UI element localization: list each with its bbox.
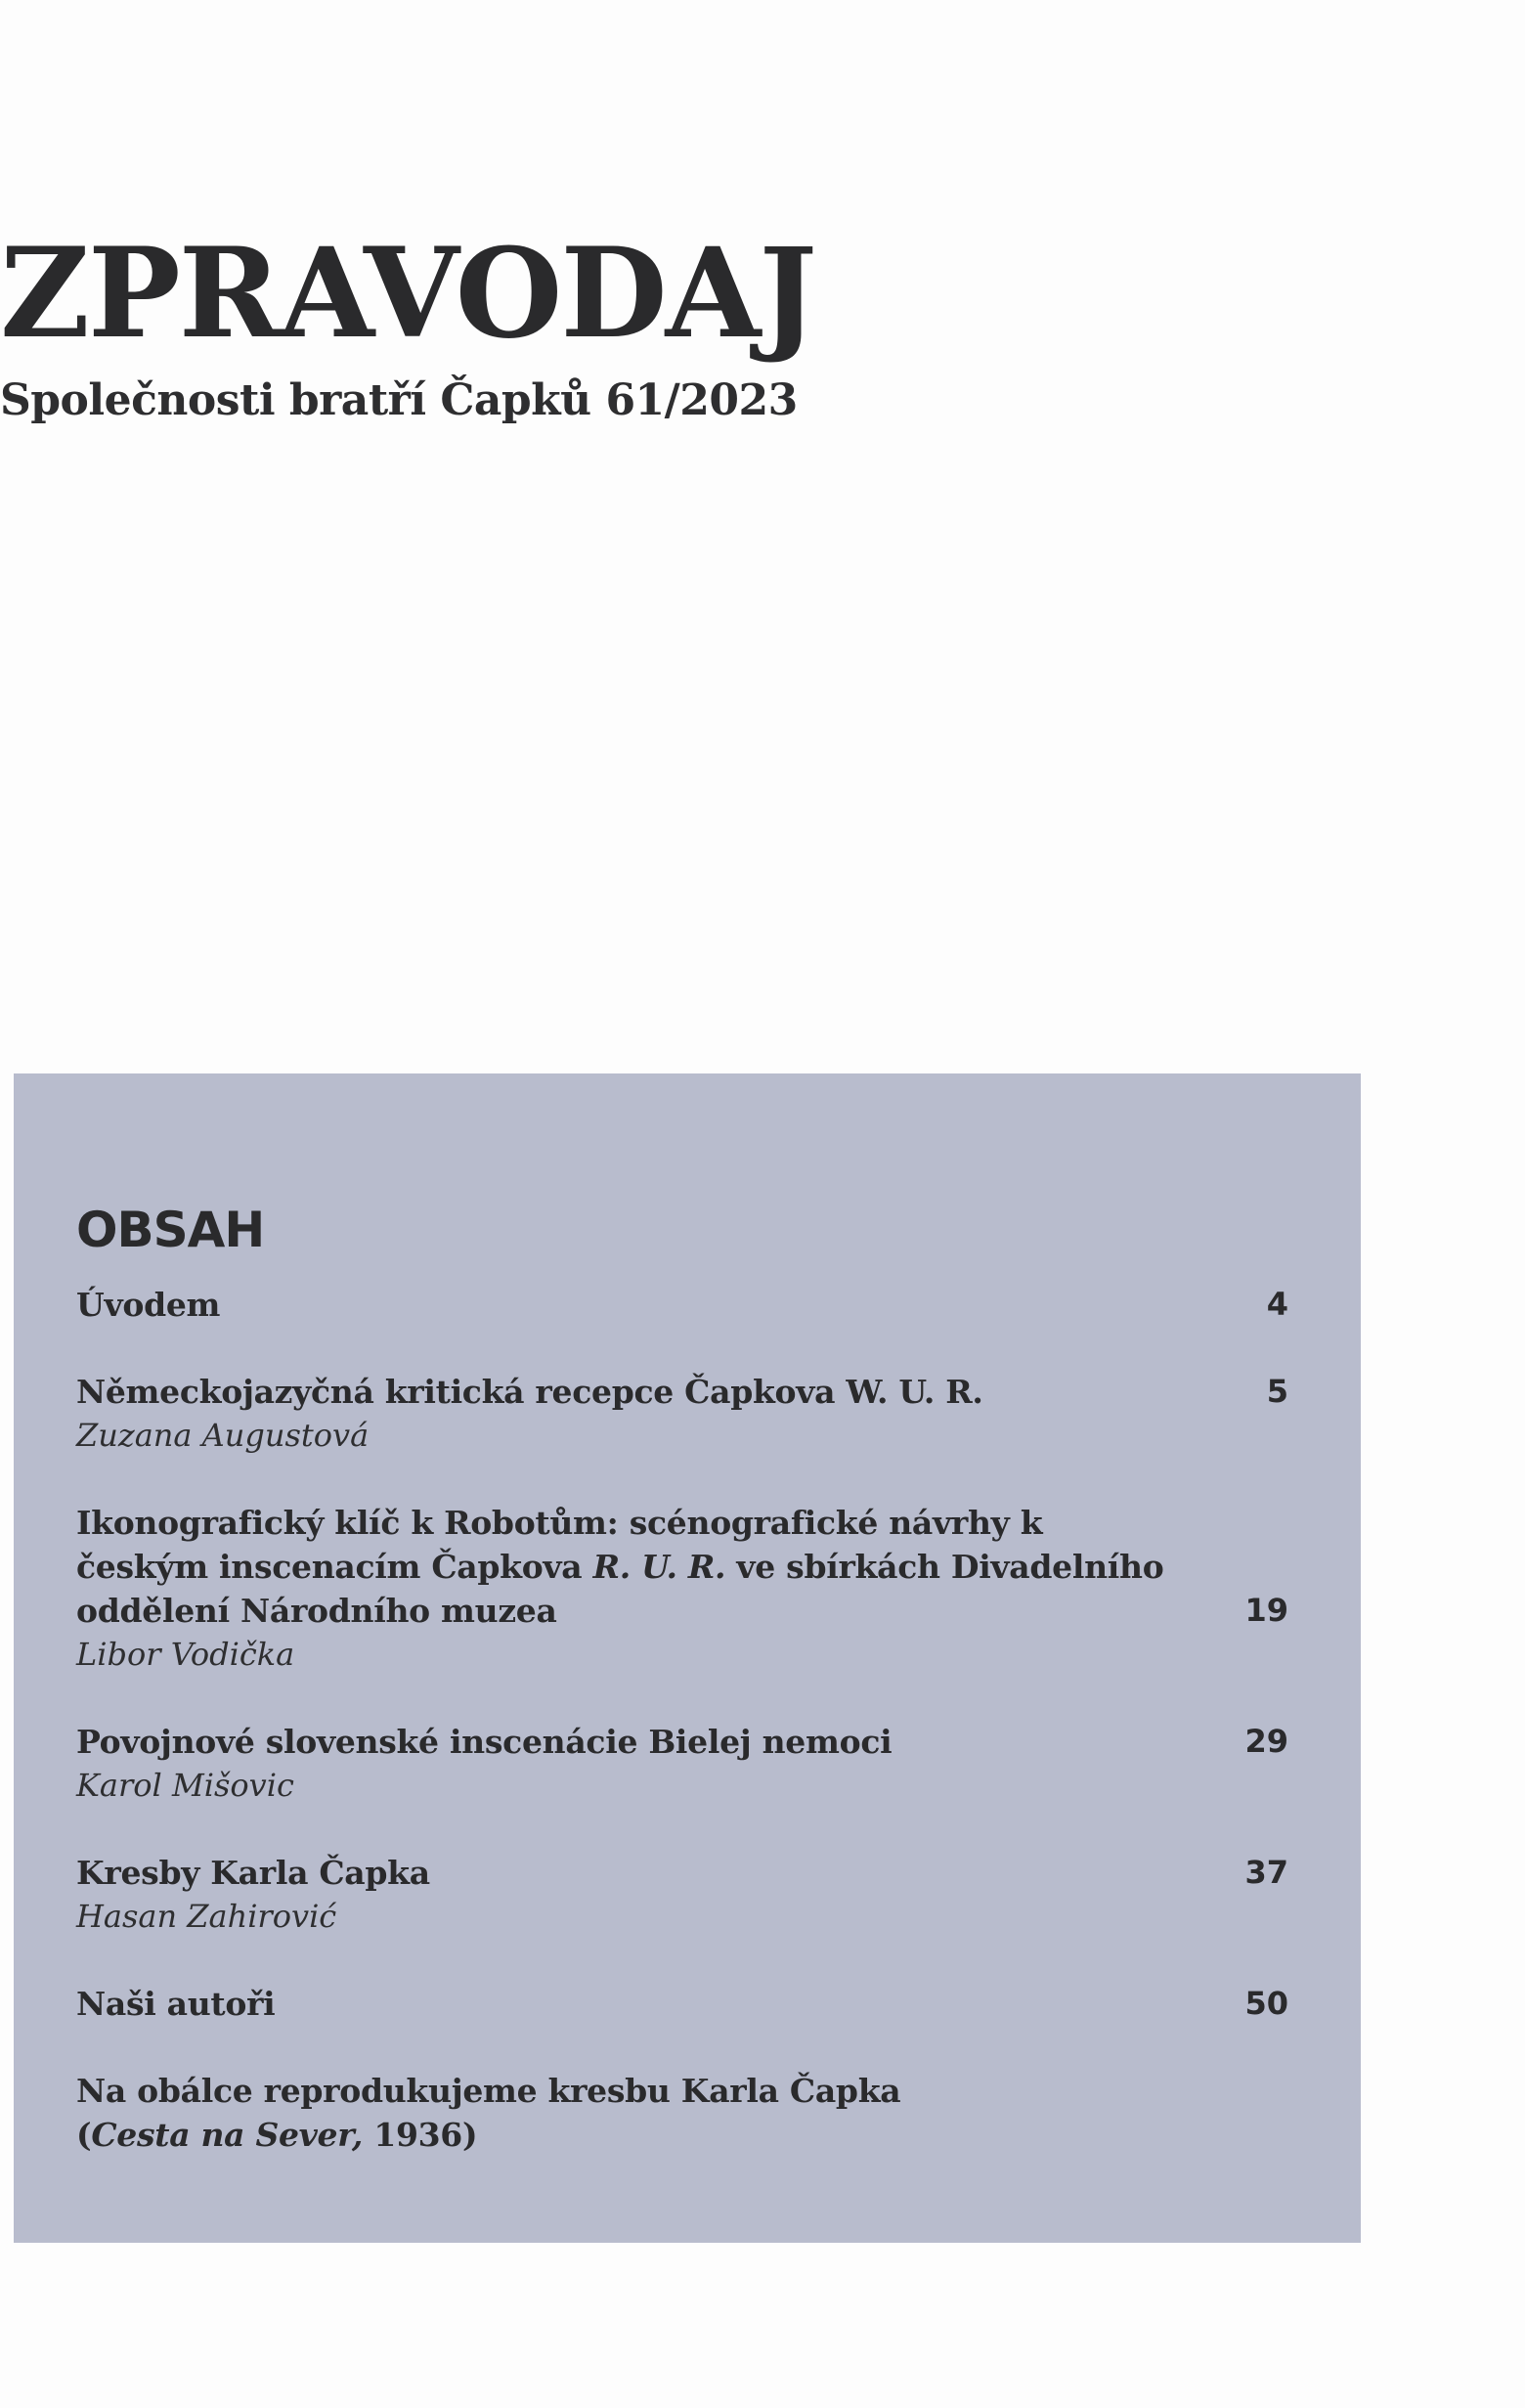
toc-entry-title: Úvodem xyxy=(76,1286,221,1324)
toc-entry[interactable] xyxy=(76,1283,1288,1327)
toc-entry-title: Kresby Karla Čapka xyxy=(76,1854,430,1892)
toc-entry-author: Libor Vodička xyxy=(76,1636,295,1673)
cover-note xyxy=(76,2069,1288,2157)
toc-entry[interactable] xyxy=(76,1370,1288,1458)
toc-entry-page: 37 xyxy=(1244,1854,1288,1891)
toc-entry-title-part: ve sbírkách Divadelního oddělení Národního muzea xyxy=(76,1548,1164,1630)
toc-inner xyxy=(76,1201,1288,2157)
cover-note-paren: ( xyxy=(76,2116,92,2154)
toc-entry[interactable] xyxy=(76,1851,1288,1939)
toc-entry[interactable] xyxy=(76,1501,1288,1677)
toc-entry-author: Karol Mišovic xyxy=(76,1767,294,1804)
journal-subtitle: Společnosti bratří Čapků 61/2023 xyxy=(0,375,798,425)
toc-entry-title xyxy=(76,1501,1288,1633)
toc-entry-title-part: Ikonografický klíč k Robotům: scénografické návrhy k českým inscenacím Čapkova xyxy=(76,1504,1043,1586)
toc-entry-page: 29 xyxy=(1244,1723,1288,1760)
toc-entry[interactable] xyxy=(76,1720,1288,1808)
toc-entry-title: Povojnové slovenské inscenácie Bielej nemoci xyxy=(76,1723,893,1761)
journal-title: ZPRAVODAJ xyxy=(0,221,815,366)
cover-note-year: 1936) xyxy=(363,2116,478,2154)
toc-entry-title: Německojazyčná kritická recepce Čapkova W. U. R. xyxy=(76,1373,983,1411)
toc-heading: OBSAH xyxy=(76,1202,265,1258)
cover-note-line: Na obálce reprodukujeme kresbu Karla Čapka xyxy=(76,2072,901,2110)
toc-entry-page: 4 xyxy=(1266,1286,1288,1323)
table-of-contents xyxy=(14,1073,1361,2243)
toc-entry-page: 19 xyxy=(1244,1592,1288,1629)
toc-entry-author: Zuzana Augustová xyxy=(76,1417,370,1454)
cover-note-work-title: Cesta na Sever, xyxy=(91,2116,364,2154)
toc-entry-page: 5 xyxy=(1266,1373,1288,1410)
toc-entry[interactable] xyxy=(76,1982,1288,2026)
toc-entry-title-italic: R. U. R. xyxy=(592,1548,726,1586)
masthead xyxy=(0,221,815,428)
toc-entry-author: Hasan Zahirović xyxy=(76,1898,337,1935)
toc-entry-title: Naši autoři xyxy=(76,1985,276,2023)
toc-entry-page: 50 xyxy=(1244,1985,1288,2022)
cover-note-source xyxy=(76,2113,1288,2157)
